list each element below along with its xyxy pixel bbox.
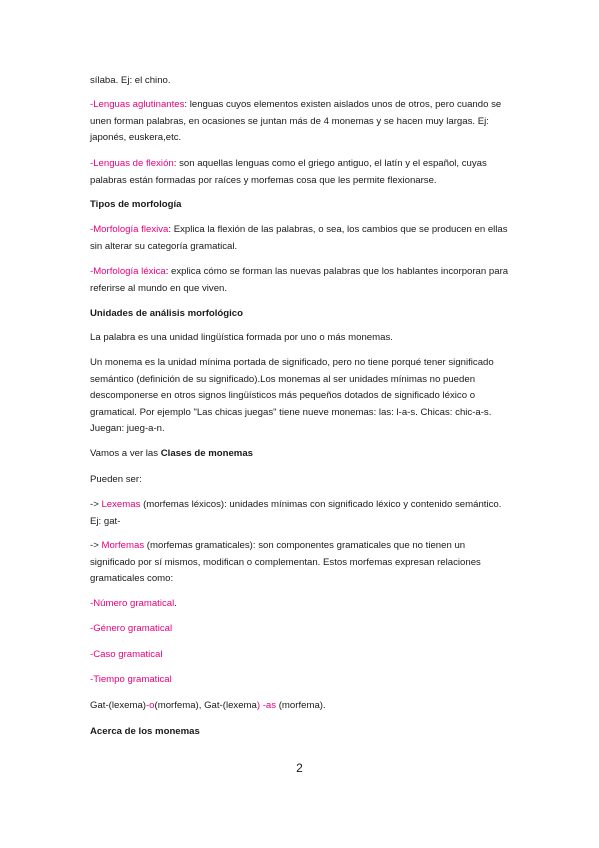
paragraph-morfologia-flexiva — [90, 222, 510, 255]
arrow: -> — [90, 499, 102, 510]
list-item-label: -Tiempo gramatical — [90, 674, 172, 685]
section-heading: Tipos de morfología — [90, 199, 182, 210]
paragraph: sílaba. Ej: el chino. — [90, 75, 171, 86]
term: -Lenguas de flexión — [90, 158, 174, 169]
arrow: -> — [90, 540, 102, 551]
list-item — [90, 672, 172, 689]
list-item-label: -Número gramatical — [90, 598, 175, 609]
list-item-label: -Género gramatical — [90, 623, 173, 634]
text: (morfema). — [276, 700, 326, 711]
definition: : son aquellas lenguas como el griego antiguo, el latín y el español, cuyas palabras están formadas por raíces y morfemas cosa que les permite flexionarse. — [90, 158, 487, 186]
section-heading: Acerca de los monemas — [90, 726, 200, 737]
text: (morfema), Gat-(lexema — [154, 700, 257, 711]
paragraph: Pueden ser: — [90, 474, 142, 485]
definition: (morfemas gramaticales): son componentes gramaticales que no tienen un significado por sí mismos, modifican o complementan. Estos morfemas expresan relaciones gramaticales como: — [90, 540, 481, 584]
definition: : lenguas cuyos elementos existen aislados unos de otros, pero cuando se unen forman palabras, en ocasiones se juntan más de 4 monemas y se hacen muy largas. Ej: japonés, euskera,etc. — [90, 99, 502, 143]
paragraph-monema: Un monema es la unidad mínima portada de significado, pero no tiene porqué tener significado semántico (definición de su significado).Los monemas al ser unidades mínimas no pueden descomponerse en otros signos lingüísticos más pequeños dotados de significado léxico o gramatical. Por ejemplo "Las chicas juegas" tiene nueve monemas: las: l-a-s. Chicas: chic-a-s. Juegan: jueg-a-n. — [90, 357, 494, 434]
definition: (morfemas léxicos): unidades mínimas con significado léxico y contenido semántico. Ej: gat- — [90, 499, 502, 527]
suffix-as: ) -as — [256, 700, 277, 711]
paragraph: La palabra es una unidad lingüística formada por uno o más monemas. — [90, 332, 393, 343]
paragraph-morfologia-lexica — [90, 264, 510, 297]
term: -Morfología flexiva — [90, 224, 169, 235]
text: Gat-(lexema) — [90, 700, 146, 711]
section-heading: Unidades de análisis morfológico — [90, 308, 243, 319]
suffix-o: -o — [145, 700, 155, 711]
bold-text: Clases de monemas — [160, 448, 254, 459]
paragraph-lexemas — [90, 497, 510, 530]
term: -Lenguas aglutinantes — [90, 99, 185, 110]
text: Vamos a ver las — [90, 448, 161, 459]
paragraph-lenguas-flexion — [90, 156, 510, 189]
term: -Morfología léxica — [90, 266, 166, 277]
list-item-label: -Caso gramatical — [90, 649, 163, 660]
paragraph — [90, 446, 510, 463]
term: Lexemas — [101, 499, 141, 510]
definition: : explica cómo se forman las nuevas palabras que los hablantes incorporan para referirse al mundo en que viven. — [90, 266, 509, 294]
list-item — [90, 596, 177, 613]
list-item — [90, 647, 163, 664]
list-item-suffix: . — [174, 598, 177, 609]
list-item — [90, 621, 172, 638]
term: Morfemas — [101, 540, 145, 551]
paragraph-example — [90, 698, 510, 715]
paragraph-morfemas — [90, 538, 510, 588]
page-number: 2 — [296, 761, 303, 775]
paragraph-lenguas-aglutinantes — [90, 97, 510, 147]
definition: : Explica la flexión de las palabras, o sea, los cambios que se producen en ellas sin alterar su categoría gramatical. — [90, 224, 508, 252]
